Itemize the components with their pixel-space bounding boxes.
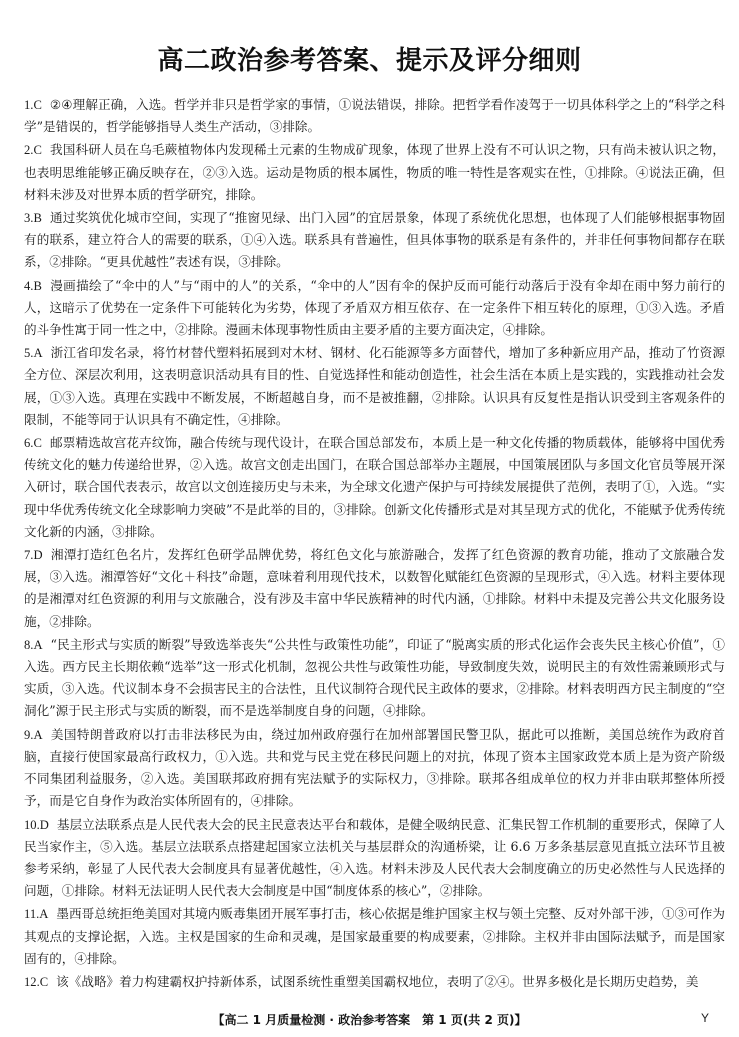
answer-item: [24, 971, 725, 993]
answer-explanation: ②④理解正确，入选。哲学并非只是哲学家的事情，①说法错误，排除。把哲学看作凌驾于一切具体科学之上的“科学之科学”是错误的，哲学能够指导人类生产活动，③排除。: [24, 97, 725, 135]
answer-explanation: 该《战略》着力构建霸权护持新体系，试图系统性重塑美国霸权地位，表明了②④。世界多极化是长期历史趋势，美: [56, 973, 699, 989]
answer-item: [24, 814, 725, 903]
answer-explanation: 美国特朗普政府以打击非法移民为由，绕过加州政府强行在加州部署国民警卫队，据此可以推断，美国总统作为政府首脑，直接行使国家最高行政权力，①入选。共和党与民主党在移民问题上的对抗，体现了资本主国家政党本质上是为资产阶级不同集团利益服务，②入选。美国联邦政府拥有宪法赋予的实际权力，③排除。联邦各组成单位的权力并非由联邦整体所授予，而是它自身作为政治实体所固有的，④排除。: [24, 726, 725, 809]
answer-number: 9.A: [24, 727, 43, 742]
page-footer: 【高二 1 月质量检测 · 政治参考答案 第 1 页(共 2 页)】: [212, 1013, 527, 1027]
answer-explanation: 漫画描绘了“伞中的人”与“雨中的人”的关系，“伞中的人”因有伞的保护反而可能行动落后于没有伞却在雨中努力前行的人，这暗示了优势在一定条件下可能转化为劣势，体现了矛盾双方相互依存、在一定条件下相互转化的原理，①③入选。矛盾的斗争性寓于同一性之中，②排除。漫画未体现事物性质由主要矛盾的主要方面决定，④排除。: [24, 277, 725, 338]
answer-item: [24, 634, 725, 723]
answer-number: 5.A: [24, 346, 43, 361]
answer-number: 3.B: [24, 211, 42, 226]
answer-item: [24, 724, 725, 813]
answer-item: [24, 342, 725, 431]
answer-item: [24, 139, 725, 206]
answer-explanation: 我国科研人员在乌毛蕨植物体内发现稀土元素的生物成矿现象，体现了世界上没有不可认识之物，只有尚未被认识之物，也表明思维能够正确反映存在，②③入选。运动是物质的根本属性，物质的唯一特性是客观实在性，①排除。④说法正确，但材料未涉及对世界本质的哲学研究，排除。: [24, 142, 725, 202]
answer-number: 12.C: [24, 974, 49, 989]
answer-explanation: 通过奖筑优化城市空间，实现了“推窗见绿、出门入园”的宜居景象，体现了系统优化思想，也体现了人们能够根据事物固有的联系，建立符合人的需要的联系，①④入选。联系具有普遍性，但具体事物的联系是有条件的，并非任何事物间都存在联系，②排除。“更具优越性”表述有误，③排除。: [24, 210, 725, 270]
answer-explanation: 墨西哥总统拒绝美国对其境内贩毒集团开展军事打击，核心依据是维护国家主权与领土完整、反对外部干涉，①③可作为其观点的支撑论据，入选。主权是国家的生命和灵魂，是国家最重要的构成要素，②排除。主权并非由国际法赋予，而是国家固有的，④排除。: [24, 906, 725, 966]
answer-item: [24, 432, 725, 543]
answer-number: 1.C: [24, 98, 42, 112]
answer-number: 2.C: [24, 143, 42, 158]
answer-explanation: 湘潭打造红色名片，发挥红色研学品牌优势，将红色文化与旅游融合，发挥了红色资源的教育功能，推动了文旅融合发展，③入选。湘潭答好“文化＋科技”命题，意味着利用现代技术，以数智化赋能红色资源的呈现形式，④入选。材料主要体现的是湘潭对红色资源的利用与文旅融合，没有涉及丰富中华民族精神的时代内涵，①排除。材料中未提及完善公共文化服务设施，②排除。: [24, 547, 725, 629]
answer-item: [24, 544, 725, 633]
answer-item: [24, 207, 725, 274]
answer-number: 10.D: [24, 817, 49, 832]
answer-number: 6.C: [24, 436, 42, 451]
answer-explanation: “民主形式与实质的断裂”导致选举丧失“公共性与政策性功能”，印证了“脱离实质的形式化运作会丧失民主核心价值”，①入选。西方民主长期依赖“选举”这一形式化机制，忽视公共性与政策性功能，导致制度失效，说明民主的有效性需兼顾形式与实质，③入选。代议制本身不会损害民主的合法性，且代议制符合现代民主政体的要求，②排除。材料表明西方民主制度的“空洞化”源于民主形式与实质的断裂，而不是选举制度自身的问题，④排除。: [24, 636, 725, 719]
answer-explanation: 浙江省印发名录，将竹材替代塑料拓展到对木材、钢材、化石能源等多方面替代，增加了多种新应用产品，推动了竹资源全方位、深层次利用，这表明意识活动具有目的性、自觉选择性和能动创造性，社会生活在本质上是实践的，实践推动社会发展，①③入选。真理在实践中不断发展，不断超越自身，而不是被推翻，②排除。认识具有反复性是指认识受到主客观条件的限制，不能等同于认识具有不确定性，④排除。: [24, 345, 725, 427]
page-title: 高二政治参考答案、提示及评分细则: [157, 46, 582, 76]
answer-explanation: 基层立法联系点是人民代表大会的民主民意表达平台和载体，是健全吸纳民意、汇集民智工作机制的重要形式，保障了人民当家作主，⑤入选。基层立法联系点搭建起国家立法机关与基层群众的沟通桥梁，让 6.6 万多条基层意见直抵立法环节且被参考采纳，彰显了人民代表大会制度具有显著优越性，④入选。材料未涉及人民代表大会制度确立的历史必然性与人民选择的问题，①排除。材料无法证明人民代表大会制度是中国“制度体系的核心”，②排除。: [24, 816, 725, 899]
answer-item: [24, 275, 725, 342]
answer-item: [24, 94, 725, 138]
answer-number: 7.D: [24, 548, 43, 563]
answer-number: 11.A: [24, 907, 49, 922]
answer-number: 8.A: [24, 637, 43, 652]
answer-list: [24, 94, 725, 994]
answer-item: [24, 903, 725, 970]
answer-explanation: 邮票精选故宫花卉纹饰，融合传统与现代设计，在联合国总部发布，本质上是一种文化传播的物质载体，能够将中国优秀传统文化的魅力传递给世界，②入选。故宫文创走出国门，在联合国总部举办主题展，中国策展团队与多国文化官员等展开深入研讨，联合国代表表示，故宫以文创连接历史与未来，为全球文化遗产保护与可持续发展提供了范例，表明了①，入选。“实现中华优秀传统文化全球影响力突破”不是此举的目的，③排除。创新文化传播形式是对其呈现方式的优化，不能赋予优秀传统文化新的内涵，③排除。: [24, 435, 725, 539]
footer-mark: Y: [700, 1011, 709, 1025]
answer-number: 4.B: [24, 278, 42, 293]
